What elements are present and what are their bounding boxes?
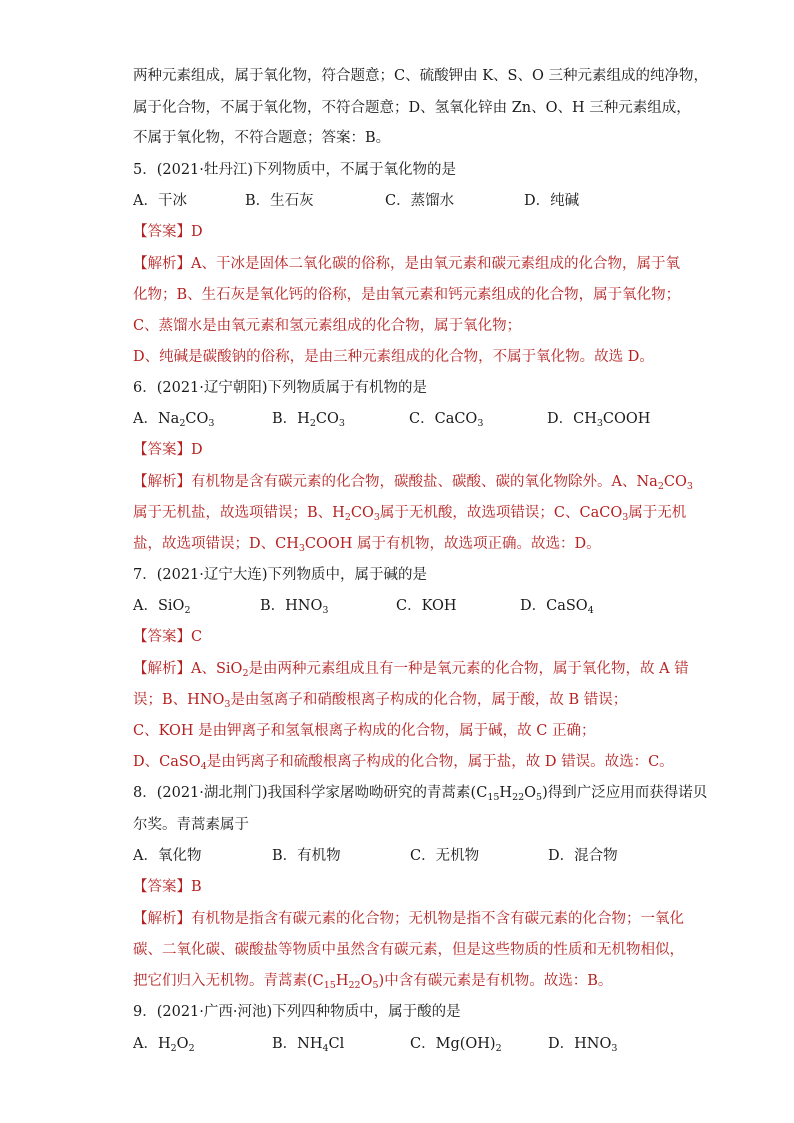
q7-explanation-1: 【解析】A、SiO$_2$是由两种元素组成且有一种是氧元素的化合物，属于氧化物，故 A 错 — [133, 661, 689, 679]
q8-explanation-2: 碳、二氧化碳、碳酸盐等物质中虽然含有碳元素，但是这些物质的性质和无机物相似， — [133, 942, 684, 958]
q8-option-c: C．无机物 — [410, 848, 480, 864]
answer-tag: 【答案】 — [133, 224, 191, 240]
q5-option-d: D．纯碱 — [524, 193, 580, 209]
intro-line-3: 不属于氧化物，不符合题意；答案：B。 — [133, 130, 391, 146]
intro-line-2: 属于化合物，不属于氧化物，不符合题意；D、氢氧化锌由 Zn、O、H 三种元素组成， — [133, 100, 691, 116]
q5-explanation-2: 化物；B、生石灰是氧化钙的俗称，是由氧元素和钙元素组成的化合物，属于氧化物； — [133, 287, 681, 303]
q6-option-a: A．$Na_2CO_3$ — [133, 411, 215, 429]
q5-explanation-3: C、蒸馏水是由氧元素和氢元素组成的化合物，属于氧化物； — [133, 318, 522, 334]
q7-option-a: A．SiO$_2$ — [133, 598, 191, 616]
q5-option-c: C．蒸馏水 — [385, 193, 455, 209]
q7-explanation-2: 误；B、$HNO_3$是由氢离子和硝酸根离子构成的化合物，属于酸，故 B 错误； — [133, 692, 628, 710]
answer-tag: 【答案】 — [133, 879, 191, 895]
q5-option-b: B．生石灰 — [245, 193, 314, 209]
q5-explanation-4: D、纯碱是碳酸钠的俗称，是由三种元素组成的化合物，不属于氧化物。故选 D。 — [133, 349, 654, 365]
q8-explanation-3: 把它们归入无机物。青蒿素$(C_{15}H_{22}O_5)$中含有碳元素是有机物。故选：B。 — [133, 973, 613, 991]
q6-answer — [133, 440, 673, 460]
q6-option-d: D．$CH_3COOH$ — [547, 411, 651, 429]
q7-explanation-4: D、CaSO$_4$是由钙离子和硫酸根离子构成的化合物，属于盐，故 D 错误。故选：C。 — [133, 754, 674, 772]
explanation-text: A、干冰是固体二氧化碳的俗称，是由氧元素和碳元素组成的化合物，属于氧 — [191, 256, 680, 272]
q6-option-c: C．CaCO$_3$ — [409, 411, 484, 429]
q8-stem-2: 尔奖。青蒿素属于 — [133, 817, 249, 833]
answer-value: B — [191, 879, 202, 895]
q5-stem: 5．(2021·牡丹江)下列物质中，不属于氧化物的是 — [133, 162, 457, 178]
q8-option-b: B．有机物 — [272, 848, 341, 864]
q8-option-a: A．氧化物 — [133, 848, 202, 864]
q9-stem: 9．(2021·广西·河池)下列四种物质中，属于酸的是 — [133, 1004, 461, 1020]
answer-tag: 【答案】 — [133, 629, 191, 645]
q7-stem: 7．(2021·辽宁大连)下列物质中，属于碱的是 — [133, 567, 428, 583]
q7-option-b: B．$HNO_3$ — [260, 598, 329, 616]
explanation-tag: 【解析】 — [133, 256, 191, 272]
q9-option-a: A．$H_2O_2$ — [133, 1036, 195, 1054]
q6-option-b: B．$H_2CO_3$ — [272, 411, 345, 429]
q9-option-d: D．$HNO_3$ — [548, 1036, 618, 1054]
q8-stem-1: 8．(2021·湖北荆门)我国科学家屠呦呦研究的青蒿素$(C_{15}H_{22}O_5)$得到广泛应用而获得诺贝 — [133, 785, 708, 803]
intro-line-1: 两种元素组成，属于氧化物，符合题意；C、硫酸钾由 K、S、O 三种元素组成的纯净物， — [133, 68, 708, 84]
answer-value: C — [191, 629, 203, 645]
q8-option-d: D．混合物 — [548, 848, 618, 864]
q5-option-a: A．干冰 — [133, 193, 187, 209]
q7-option-d: D．CaSO$_4$ — [520, 598, 594, 616]
q7-answer — [133, 627, 673, 647]
q5-answer — [133, 222, 673, 242]
q8-answer — [133, 877, 673, 897]
q7-explanation-3: C、KOH 是由钾离子和氢氧根离子构成的化合物，属于碱，故 C 正确； — [133, 723, 596, 739]
q6-explanation-2: 属于无机盐，故选项错误；B、$H_2CO_3$属于无机酸，故选项错误；C、CaCO$_3$属于无机 — [133, 505, 687, 523]
q5-explanation-1 — [133, 254, 680, 274]
q6-explanation-3: 盐，故选项错误；D、$CH_3COOH$ 属于有机物，故选项正确。故选：D。 — [133, 536, 601, 554]
q6-explanation-1: 【解析】有机物是含有碳元素的化合物，碳酸盐、碳酸、碳的氧化物除外。A、$Na_2CO_3$ — [133, 474, 693, 492]
answer-value: D — [191, 442, 203, 458]
q8-explanation-1: 【解析】有机物是指含有碳元素的化合物；无机物是指不含有碳元素的化合物；一氧化 — [133, 911, 684, 927]
q7-option-c: C．KOH — [396, 598, 457, 614]
answer-value: D — [191, 224, 203, 240]
answer-tag: 【答案】 — [133, 442, 191, 458]
q9-option-b: B．$NH_4Cl$ — [272, 1036, 345, 1054]
q9-option-c: C．$Mg(OH)_2$ — [410, 1036, 502, 1054]
q6-stem: 6．(2021·辽宁朝阳)下列物质属于有机物的是 — [133, 380, 428, 396]
